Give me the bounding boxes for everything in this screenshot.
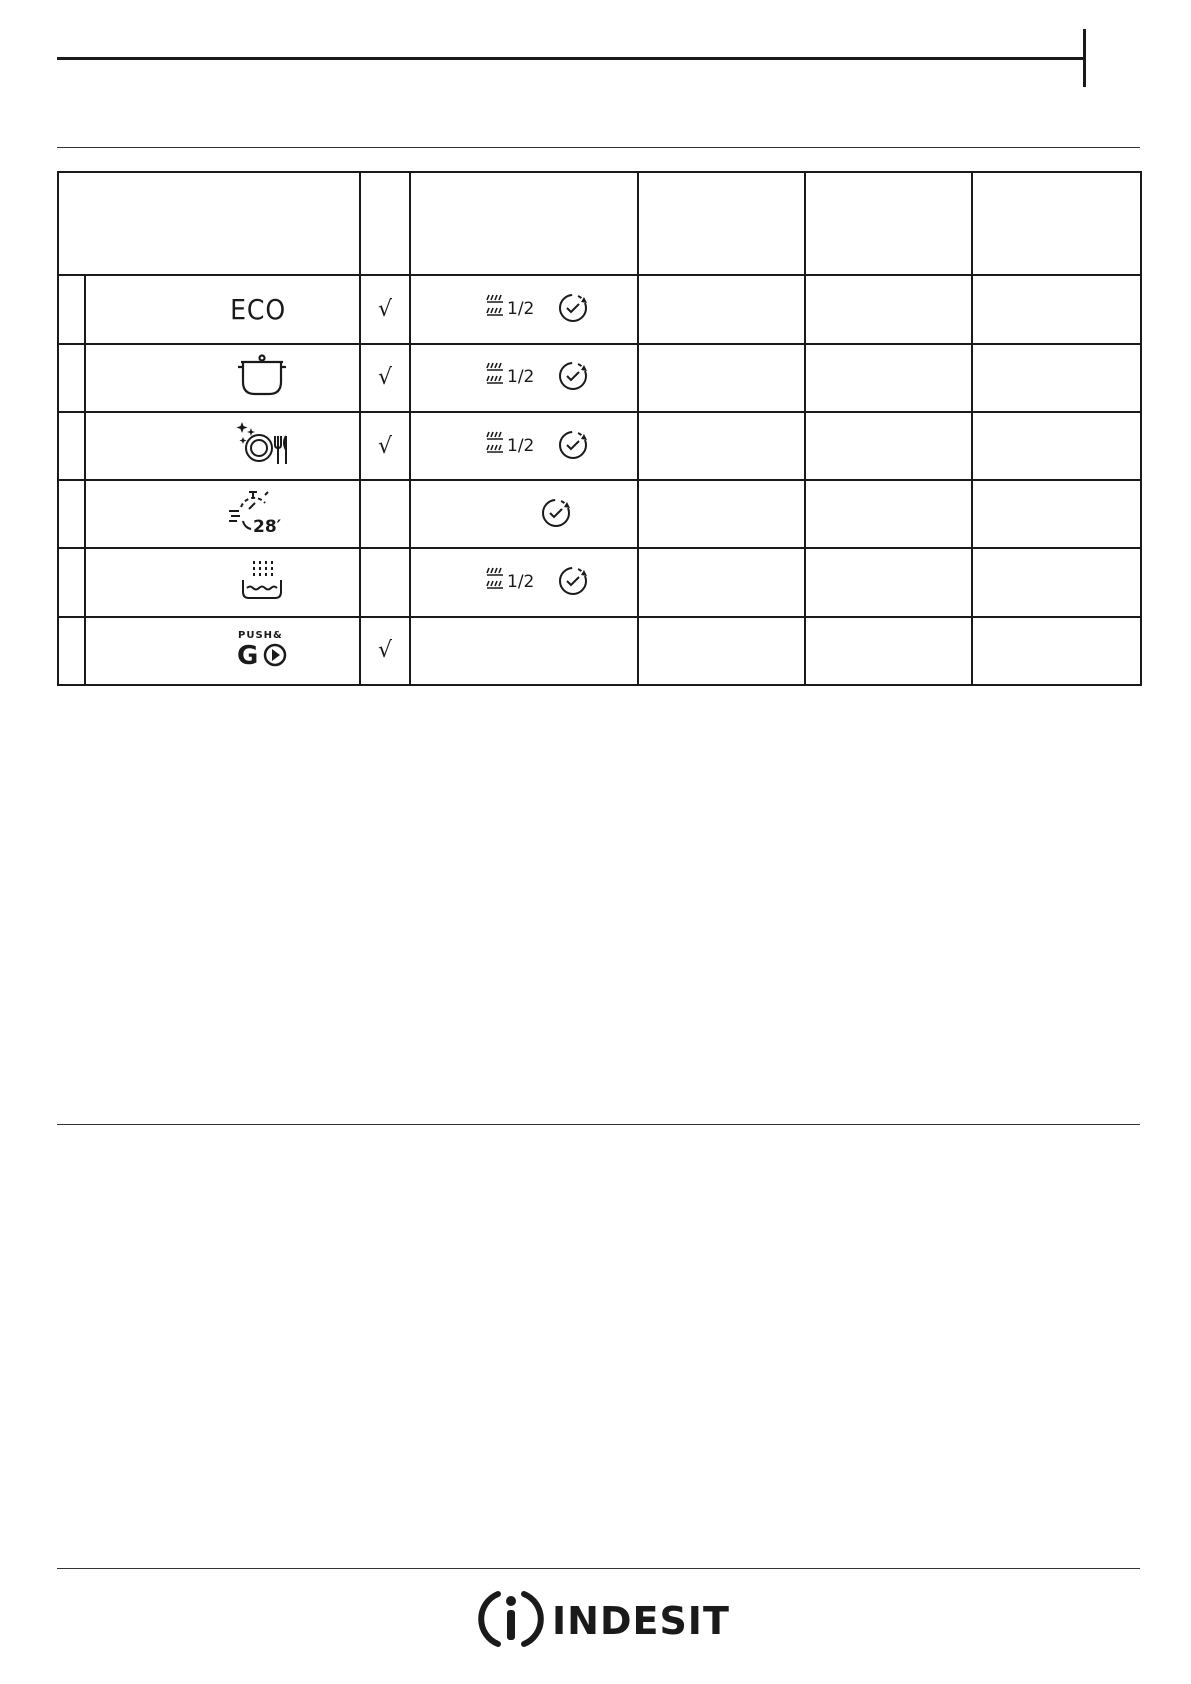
options-cell [410, 480, 638, 548]
table-cell [638, 344, 805, 412]
row-number-cell [58, 275, 85, 343]
check-mark: √ [377, 433, 393, 459]
table-row [58, 412, 1141, 480]
delay-timer-icon [556, 426, 594, 467]
svg-text:1/2: 1/2 [507, 367, 535, 388]
check-mark: √ [377, 297, 393, 323]
svg-text:G: G [237, 641, 259, 670]
table-row [58, 617, 1141, 685]
row-number-cell [58, 412, 85, 480]
half-load-icon [484, 565, 538, 600]
program-icon-cell [85, 412, 360, 480]
table-cell [972, 480, 1141, 548]
header-cell-program [58, 172, 360, 275]
svg-text:1/2: 1/2 [507, 435, 535, 456]
check-cell [360, 548, 410, 616]
check-cell [360, 275, 410, 343]
program-icon-cell [85, 480, 360, 548]
check-cell [360, 480, 410, 548]
table-cell [805, 412, 972, 480]
delay-timer-icon [556, 357, 594, 398]
program-icon-cell [85, 344, 360, 412]
table-cell [972, 275, 1141, 343]
check-mark: √ [377, 638, 393, 664]
section-divider [57, 147, 1140, 148]
eco-text-icon: ECO [229, 293, 286, 327]
svg-text:1/2: 1/2 [507, 299, 535, 320]
top-corner-tick [1083, 29, 1086, 87]
check-cell [360, 617, 410, 685]
table-cell [638, 275, 805, 343]
table-cell [638, 480, 805, 548]
check-mark: √ [377, 365, 393, 391]
svg-text:1/2: 1/2 [507, 572, 535, 593]
check-cell [360, 412, 410, 480]
table-cell [805, 275, 972, 343]
table-row [58, 344, 1141, 412]
table-cell [972, 344, 1141, 412]
header-cell-col6 [805, 172, 972, 275]
table-cell [638, 617, 805, 685]
program-icon-cell [85, 617, 360, 685]
table-cell [638, 548, 805, 616]
svg-text:28′: 28′ [253, 516, 282, 535]
check-cell [360, 344, 410, 412]
options-cell [410, 412, 638, 480]
table-cell [805, 617, 972, 685]
table-cell [805, 548, 972, 616]
program-icon-cell [85, 548, 360, 616]
table-cell [638, 412, 805, 480]
table-row [58, 480, 1141, 548]
section-divider [57, 1124, 1140, 1125]
delay-timer-icon [556, 562, 594, 603]
half-load-icon [484, 360, 538, 395]
program-icon-cell [85, 275, 360, 343]
half-load-icon [484, 292, 538, 327]
table-header-row [58, 172, 1141, 275]
table-cell [972, 412, 1141, 480]
table-cell [805, 480, 972, 548]
delay-timer-icon [556, 289, 594, 330]
row-number-cell [58, 344, 85, 412]
prewash-basin-icon [235, 558, 289, 607]
table-row [58, 548, 1141, 616]
table-cell [972, 617, 1141, 685]
sparkling-plate-cutlery-icon [235, 420, 289, 473]
program-table [57, 171, 1142, 686]
row-number-cell [58, 548, 85, 616]
indesit-i-logo-icon [478, 1586, 544, 1657]
row-number-cell [58, 617, 85, 685]
table-row [58, 275, 1141, 343]
fast-28-icon [227, 489, 289, 540]
push-and-go-icon [235, 627, 289, 674]
half-load-icon [484, 429, 538, 464]
header-cell-col5 [638, 172, 805, 275]
table-cell [972, 548, 1141, 616]
header-cell-options [410, 172, 638, 275]
table-cell [805, 344, 972, 412]
top-rule [57, 57, 1084, 60]
svg-text:PUSH&: PUSH& [238, 630, 283, 642]
delay-timer-icon [539, 494, 577, 535]
row-number-cell [58, 480, 85, 548]
options-cell [410, 344, 638, 412]
options-cell [410, 548, 638, 616]
header-cell-col7 [972, 172, 1141, 275]
pot-icon [235, 353, 289, 402]
header-cell-check [360, 172, 410, 275]
options-cell [410, 275, 638, 343]
footer-rule [57, 1568, 1140, 1569]
brand-name: INDESIT [552, 1599, 730, 1643]
brand-logo [478, 1586, 730, 1656]
options-cell [410, 617, 638, 685]
